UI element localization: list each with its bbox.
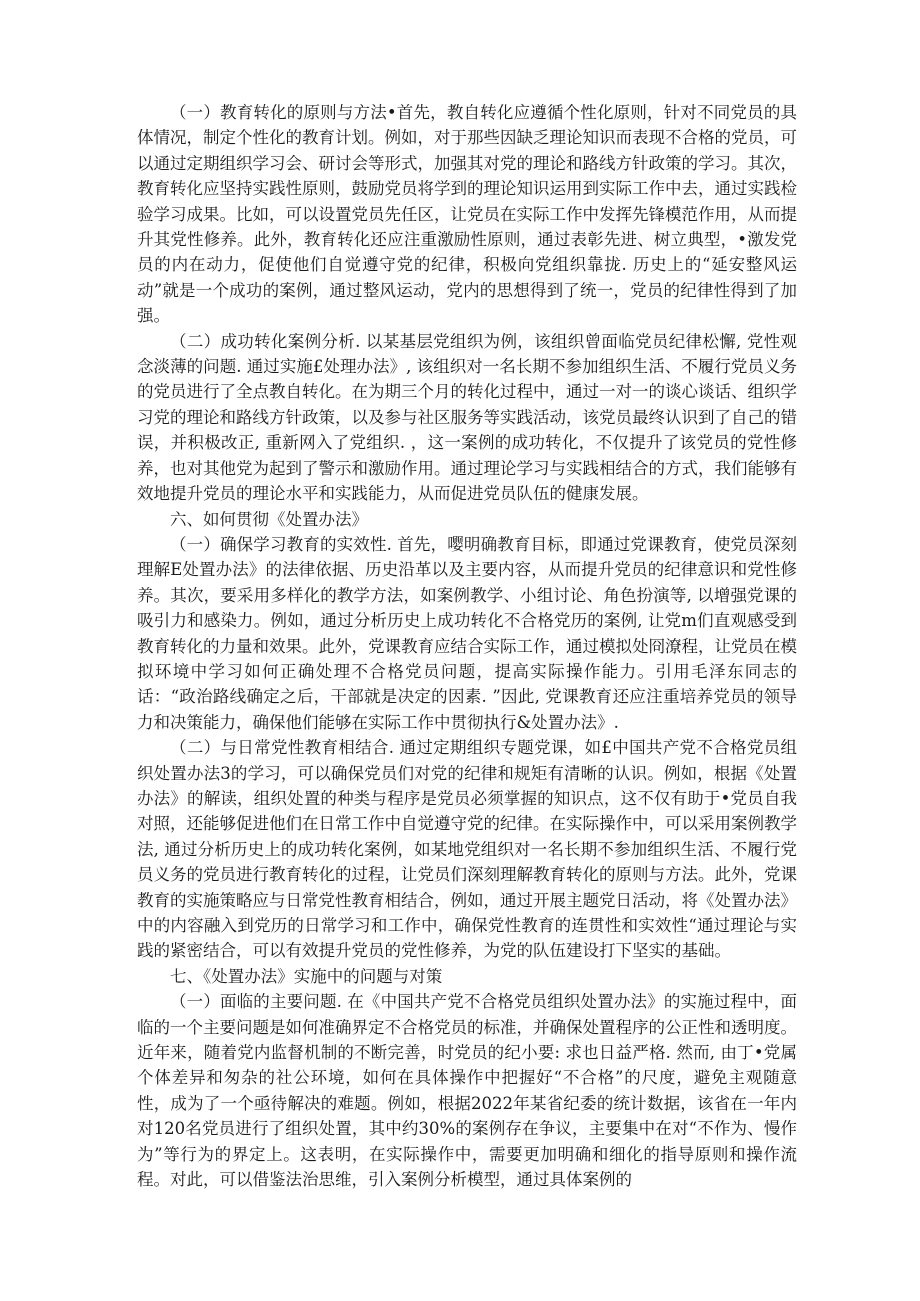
section7-heading: 七、《处置办法》实施中的问题与对策 bbox=[170, 966, 443, 986]
section5-paragraph-2: （二）成功转化案例分析. 以某基层党组织为例，该组织曾面临党员纪律松懈, 党性观念淡薄的问题. 通过实施£处理办法》, 该组织对一名长期不参加组织生活、不履行党员义务的党员进行了全点教自转化。在为期三个月的转化过程中，通过一对一的谈心谈话、组织学习党的理论和路线方针政策，以及参与社区服务等实践活动，该党员最终认识到了自己的错误，并积极改正, 重新网入了党组织. ，这一案例的成功转化，不仅提升了该党员的党性修养，也对其他党为起到了警示和激励作用。通过理论学习与实践相结合的方式，我们能够有效地提升党员的理论水平和实践能力，从而促进党员队伍的健康发展。 bbox=[137, 331, 797, 504]
section6-paragraph-1: （一）确保学习教育的实效性. 首先，嘤明确教育目标，即通过党课教育，使党员深刻理解E处置办法》的法律依据、历史沿革以及主要内容，从而提升党员的纪律意识和党性修养。其次，要采用多样化的教学方法，如案例教学、小组讨论、角色扮演等, 以增强党课的吸引力和感染力。例如，通过分析历史上成功转化不合格党历的案例, 让党m们直观感受到教育转化的力量和效果。此外，党课教育应结合实际工作，通过模拟处冏潦程，让党员在模拟环境中学习如何正确处理不合格党员问题，提高实际操作能力。引用毛泽东同志的话：“政治路线确定之后，干部就是决定的因素. ”因此, 党课教育还应注重培养党员的领导力和决策能力，确保他们能够在实际工作中贯彻执行&处置办法》. bbox=[137, 534, 797, 732]
section7-paragraph-1: （一）面临的主要问题. 在《中国共产党不合格党员组织处置办法》的实施过程中，面临的一个主要问题是如何准确界定不合格党员的标准，并确保处置程序的公正性和透明度。近年来，随着党内监督机制的不断完善，时党员的纪小要: 求也日益严格. 然而, 由丁•党属个体差异和匆杂的社公环境，如何在具体操作中把握好“不合格”的尺度，避免主观随意性，成为了一个亟待解决的难题。例如，根据2022年某省纪委的统计数据，该省在一年内对120名党员进行了组织处置，其中约30%的案例存在争议，主要集中在对“不作为、慢作为”等行为的界定上。这表明，在实际操作中，需要更加明确和细化的指导原则和操作流程。对此，可以借鉴法治思维，引入案例分析模型，通过具体案例的 bbox=[137, 992, 797, 1190]
section5-paragraph-1: （一）教育转化的原则与方法•首先，教自转化应遵循个性化原则，针对不同党员的具体情况，制定个性化的教育计划。例如，对于那些因缺乏理论知识而表现不合格的党员，可以通过定期组织学习会、研讨会等形式，加强其对党的理论和路线方针政策的学习。其次，教育转化应坚持实践性原则，鼓励党员将学到的理论知识运用到实际工作中去，通过实践检验学习成果。比如，可以设置党员先任区，让党员在实际工作中发挥先锋模范作用，从而提升其党性修养。此外，教育转化还应注重激励性原则，通过表彰先进、树立典型，•激发党员的内在动力，促使他们自觉遵守党的纪律，积极向党组织靠拢. 历史上的“延安整风运动”就是一个成功的案例，通过整风运动，党内的思想得到了统一，党员的纪律性得到了加强。 bbox=[137, 103, 797, 326]
document-page bbox=[137, 100, 797, 1192]
section6-heading: 六、如何贯彻《处置办法》 bbox=[170, 509, 368, 529]
section6-paragraph-2: （二）与日常党性教育相结合. 通过定期组织专题党课，如£中国共产党不合格党员组织处置办法3的学习，可以确保党员们对党的纪律和规矩有清晰的认识。例如，根据《处置办法》的解读，组织处置的种类与程序是党员必须掌握的知识点，这不仅有助于•党员自我对照，还能够促进他们在日常工作中自觉遵守党的纪律。在实际操作中，可以采用案例教学法, 通过分析历史上的成功转化案例，如某地党组织对一名长期不参加组织生活、不履行党员义务的党员进行教育转化的过程，让党员们深刻理解教育转化的原则与方法。此外，党课教育的实施策略应与日常党性教育相结合，例如，通过开展主题党日活动，将《处置办法》中的内容融入到党历的日常学习和工作中，确保党性教育的连贯性和实效性“通过理论与实践的紧密结合，可以有效提升党员的党性修养，为党的队伍建设打下坚实的基础。 bbox=[137, 738, 797, 961]
